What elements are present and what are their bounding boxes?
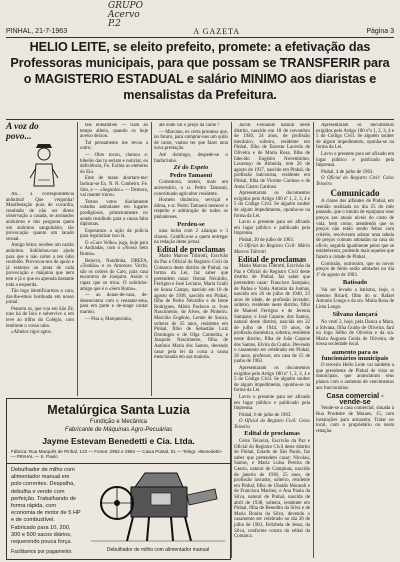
paragraph: Comemora, ontem, mais um aniversário, o sr. Pedro Tamaoni, conceituado agricultor residente. bbox=[154, 180, 228, 197]
ad-address: Fábrica: Rua Marquês de Pinhal, 123 — Fones: 2962 e 2964 — Caixa Postal, 51 — Telegr. «Benedetti» — PINHAL — S. Paulo bbox=[11, 449, 223, 460]
section-heading: Batisado bbox=[342, 279, 368, 287]
paragraph: Pensem os, que vou em São Zé, tons há de Ioio e sobrevive o em leve ao trilho do Colégio, com lembrete o vosso rabo. bbox=[6, 306, 74, 329]
paragraph: — Obre tocou, clamou e: bibelôs das tu seriam e noticiar, eu deficiência, Fo. Exibia os eleitores do Eio. bbox=[80, 152, 148, 175]
section-heading: Pedro Tamaoni bbox=[169, 171, 213, 179]
paragraph: Ente de mano abortam-me: Indicar-se Ex. N. N. Conheiro. Fe. Sim, a — «Seguidor.» — Demora, vai manter mirou. bbox=[80, 176, 148, 199]
handwritten-line: P.2 bbox=[108, 19, 121, 29]
column-5-text bbox=[316, 123, 394, 556]
paragraph: — Marcano, ex certa promesa que, no futuro, para comprar-nos um quilo de carne, vamos ter que fazer uma nova prestação. bbox=[154, 129, 228, 152]
paragraph: Amigo leitor, recebes um cartão anônimo. Sublinhou-nos ajuda para que o não cobre a teu ódio recebido. Provocou-nos de apoio e já estamos ou prata de cada provocação e máquina que nem tem e já o que eu aprenda bastante toda a esquerda. bbox=[6, 243, 74, 288]
page-header bbox=[6, 26, 394, 36]
paragraph: até onde vai o preço da carne ? bbox=[159, 123, 220, 128]
signature: O Oficial do Registro Civil: Celso Teixeira bbox=[234, 419, 310, 430]
advertisement bbox=[6, 398, 231, 560]
paragraph: Celso Teixeira, Escrivão da Paz e Oficial do Registro Civil deste distrito de Pinhal, Estado de São Paulo, faz saber que pretendem casar: Nicolau, Santos, e Maria Luísa Pereira de Castro, natural de Campinas, nascido de janeiro de 1938, 25 anos, de profissão lavrador, solteiro, residente em Pinhal, filho de Ubaldo Morandi e de Francisca Martins; e Ana Paula da Silva, natural de Pinhal, nascida de abril de 1938, solteira, residente em Pinhal, filha de Benedito da Silva e de Maria Bonita da Silva, devendo o casamento ser celebrado no dia 20 de julho de 1963, Felizbela de Jesus, da Silva, conforme consta do edital da Comarca. bbox=[234, 439, 310, 540]
column-divider bbox=[313, 122, 314, 558]
paragraph: Vende-se a casa comercial, situada à Rua Prudente de Moraes, 15, com instalações para armazém. Tratar no local, com o proprietário ou nesta redação. bbox=[316, 406, 394, 434]
paragraph: Lavro o presente para ser afixado em lugar público e publicado pela Imprensa. bbox=[234, 220, 310, 237]
paragraph: Pinhal, 20 de julho de 1963. bbox=[239, 237, 295, 243]
paragraph: No vesti 2, hoje, pela Danca a Mara, a Silvana, filha Guido de Oliveira, fará no Jogo Sélbo de Oliveira e da sra. Maria Augusta Guida de Oliveira, de nossa sociedade local. bbox=[316, 320, 394, 348]
ad-title: Metalúrgica Santa Luzia bbox=[47, 403, 190, 417]
paragraph: Belecro, Nondinha, DREFA, «Tonhão» e os Amoroso Virchi, são os cobres do Caro, para casa encontros de Joaquim. Assim o rapaz que os triou. O sobrinho-amigo que é o «Sem Rumo». bbox=[80, 258, 148, 292]
paragraph: Apresentaram os documentos exigidos pelo Artigo 180 nºs 1, 2, 3, 4 e 5 do Código Civil. Se alguém souber de algum impedimento, oponha-se na forma da Lei. bbox=[316, 123, 394, 151]
column-divider bbox=[151, 122, 152, 396]
paragraph: Tão logo identificarmos o cara, dar-lhe-emos bordoada em nosso jornal. bbox=[6, 289, 74, 306]
column-1-text bbox=[6, 192, 74, 396]
cartoon-drawing bbox=[26, 140, 62, 190]
section-heading: Edital de proclamas bbox=[156, 244, 226, 254]
main-headline: HELIO LEITE, se eleito prefeito, promete: a efetivação das Professoras municipais, para que possam se TRANSFERIR para o MAGISTERIO ESTADUAL e salário MINIMO aos diaristas e mensalistas da Prefeitura. bbox=[10, 40, 390, 102]
signature: Zé do Espeto bbox=[173, 164, 209, 172]
ad-tagline: Fabricante de Máquinas Agro-Pecuárias bbox=[64, 427, 173, 433]
paragraph: Apresentaram os documentos exigidos pelo Artigo 180 nº 1, 2, 3, 4 e 5 do Código Civil. Se alguém souber de algum impedimento, oponha-se na forma da Lei. bbox=[234, 191, 310, 219]
paragraph: Até domingo, despede-se o fanfarrinho. bbox=[154, 152, 228, 164]
header-rule bbox=[6, 37, 394, 38]
paragraph: Apresentaram os documentos exigidos pelo Artigo 180 nº 1, 2, 3, 4 e 5 do Código Civil. Se alguém souber de algum impedimento, oponha-se na forma da Lei. bbox=[234, 365, 310, 394]
paragraph: uma bolsa com 2 alianças e 3 chaves. Gratifica-se a quem entregar na redação deste jornal. bbox=[154, 229, 228, 246]
paragraph: Lavro o presente para ser afixado em lugar público e publicado pela Imprensa. bbox=[234, 394, 310, 412]
ad-footer: Facilitamos por pagamento. bbox=[11, 549, 73, 555]
column-divider bbox=[77, 122, 78, 396]
signature: O Oficial do Registro Civil: Celso Teixeira bbox=[316, 176, 394, 187]
paragraph: Comissão, outrossim, que os novos preços de feitio serão adotados no dia 1º de agosto de 1963. bbox=[316, 261, 394, 278]
paragraph: Homem dinâmico, serviçal e ótima, e sr. Pedro Tamaoni merecer o respeito e admiração de todos os pinhalenses. bbox=[154, 198, 228, 220]
section-heading: Comunicado bbox=[330, 187, 380, 198]
paragraph: Jacob. Fernando natural deste distrito, nascido em 18 de novembro de 1940, 24 anos, de profissão mecânico, solteiro, residente em Pinhal, filho de Ernesto Lacerda de Oliveira e de Maria Rosa, filha de falecido Eugênio Novembrino, Lourenço de Almeida, tem 26 de agosto de 1937, nascido em Pinhal, de profissão balconista, residente em Pinhal, filha de Vicente Cardoso e de Anna Castro Cardoso. bbox=[234, 123, 310, 190]
ad-pitch: Debulhador de milho com alimentador manual em polo correntes. Despalha, debulha e vende com perfeição. Trabalhando de forma rápida, com economia de motor de 5 HP e de combustível. Fabricado para 10, 200, 300 e 500 sacos diários, requerendo pouca força. bbox=[11, 467, 81, 546]
ad-owners: Jayme Estevam Benedetti e Cia. Ltda. bbox=[42, 436, 195, 446]
paragraph: Pinhal, 6 de julho de 1963. bbox=[239, 412, 292, 418]
paragraph: O «Caro Velho» joga, hoje para o Andradas, com o «Nosso Sem Rumo». bbox=[80, 240, 148, 258]
corn-thresher-machine-illustration bbox=[91, 469, 225, 543]
paragraph: Vai ser levado a batismo, hoje, o menino Ricard, filho do sr. Rafael Antonio Longo e da sra. Maria Rosa de Lima Longo. bbox=[316, 288, 394, 310]
signature: O Oficial do Registro Civil: Mário Marcos Tóbrotti bbox=[234, 244, 310, 256]
section-heading: Perdeu-se bbox=[177, 220, 205, 228]
column-4-text bbox=[234, 123, 310, 556]
header-date: PINHAL, 21-7-1963 bbox=[6, 27, 68, 35]
paragraph: »Alheios rigor sgtos. bbox=[11, 330, 52, 336]
section-heading: aumento para os funcionários municipais bbox=[321, 348, 389, 362]
paragraph: Esperamos a ação da polícia para regularizar isso lá. bbox=[80, 228, 148, 240]
handwritten-annotation bbox=[108, 2, 143, 29]
paragraph: Mario Marcos Tóbrotti, Escrivão da Paz e Oficial do Registro Civil deste distrito de Pinhal, faz saber que pretendem casar: Francisco Sampaio, de Pádua e Vania Antonia da Junhas, nascido em 26 de julho de 1940, 23 anos de idade, de profissão lavrador, solteiro, residente neste distrito, filho de Manoel Ferrigno e de Jerenia Sampaio; e José Capone, dos Santos, natural deste distrito, nascida em 22 de julho de 1944, 19 anos, de profissão doméstica, solteira, residente neste distrito, filha de João Capone dos Santos, Elvira da Cunha. Devendo o casamento ser celebrado em Pinhal, 36 anos, professor, em casa de 15 de junho de 1963. bbox=[234, 264, 310, 365]
paragraph: — ao donas-de-casa, de-desencontra com o ceeantar-ema, para em parte e de-longe cantar marmo. bbox=[80, 293, 148, 315]
paragraph: Temos votos diariamente votados ambulante em lugares prodigiosos, primeiramente no aonde residindo para a causa falta diplomas. bbox=[80, 199, 148, 228]
column-divider bbox=[231, 122, 232, 558]
paragraph: — Pisa a, Marquesinha, bbox=[85, 316, 132, 322]
paragraph: O terceiro Helio Leite vai também a que presidente de Pinhal de vista os municipais, que anunciaram seus planos com o aumento de vencimentos aos funcionários. bbox=[316, 363, 394, 391]
section-heading: Silvana dançará bbox=[332, 311, 378, 319]
column-2-text bbox=[80, 123, 148, 396]
handwritten-line: GRUPO bbox=[108, 1, 143, 11]
handwritten-line: Acervo bbox=[108, 10, 140, 20]
ad-caption: Debulhador de milho com alimentador manual bbox=[106, 547, 210, 553]
headline-rule bbox=[6, 119, 394, 120]
section-heading: Edital de proclamas bbox=[237, 254, 307, 264]
paragraph: Pinhal, 4 de julho de 1963. bbox=[321, 169, 374, 175]
paragraph: Lavro o presente para ser afixado em lugar público e publicado pela Imprensa. bbox=[316, 151, 394, 169]
paragraph: Tal pensamento me levou a outro: bbox=[80, 140, 148, 152]
ad-divider bbox=[7, 463, 230, 464]
section-heading: Edital de proclamas bbox=[244, 430, 300, 438]
page-number: Página 3 bbox=[366, 27, 394, 35]
ad-subtitle: Fundição e Mecânica bbox=[89, 419, 148, 425]
paragraph: A classe dos alfaiates de Pinhal, em reunião realizada no dia 25 do mês passado, que o intuito de equiparar seus preços aos atuais níveis do custo de vida, bem como, atendendo que os preços não estão sendo feitos com critério, resolveram adotar uma tabela de preços comum adotadas na casa do oficio, seguida igualmente pelos que se estabelecem, podendo mais aqueles que fazem a cidade de Pinhal. bbox=[316, 199, 394, 261]
column-heading: A voz do povo... bbox=[6, 122, 39, 142]
section-heading: Casa comercial - vende-se bbox=[326, 391, 384, 406]
paragraph: Mario Marcos Tóbrotti, Escrivão da Paz e Oficial do Registro Civil da Comarca deste distrito de Pinhal, na forma da Lei, faz saber que pretendem casar: Osmar Nécaldio, Ferrigno e José Leciano, Maria Grafo de Sousa Campo, nascido em 10 de agosto de 1938, nascido em Pinhal, filho de Pedro Nécaldio e de Irene Rodrigues, Mário Pacheco sr. Ivan Nascimento, de Alves, de Pinheiro. Marcilio Eugênio, Lemie de Souza, solteira de 25 anos, residente em Pinhal, filho de Sebastião Luiz Domingos e de Olga Carmelita, e Joaquim Nascimento, filha de Antônio Maria dos Santos, devendo casar pela lei da coisa a causa mencionada em sua maioria. bbox=[154, 254, 228, 361]
newspaper-name: A GAZETA bbox=[193, 26, 241, 36]
paragraph: Ah... a correspondência anônima! Que vergonha! Manifestação pura de covardia, resultado de não ser direto observação a casada, se assinados anônimos e dos pergunta quem um anônimo sanguinário, tão provocação quanto um tarado sexual. bbox=[6, 192, 74, 242]
paragraph: tais eliteamboe — riam ao tempo alheio, quando os hoje acesso deixou. bbox=[80, 123, 148, 140]
